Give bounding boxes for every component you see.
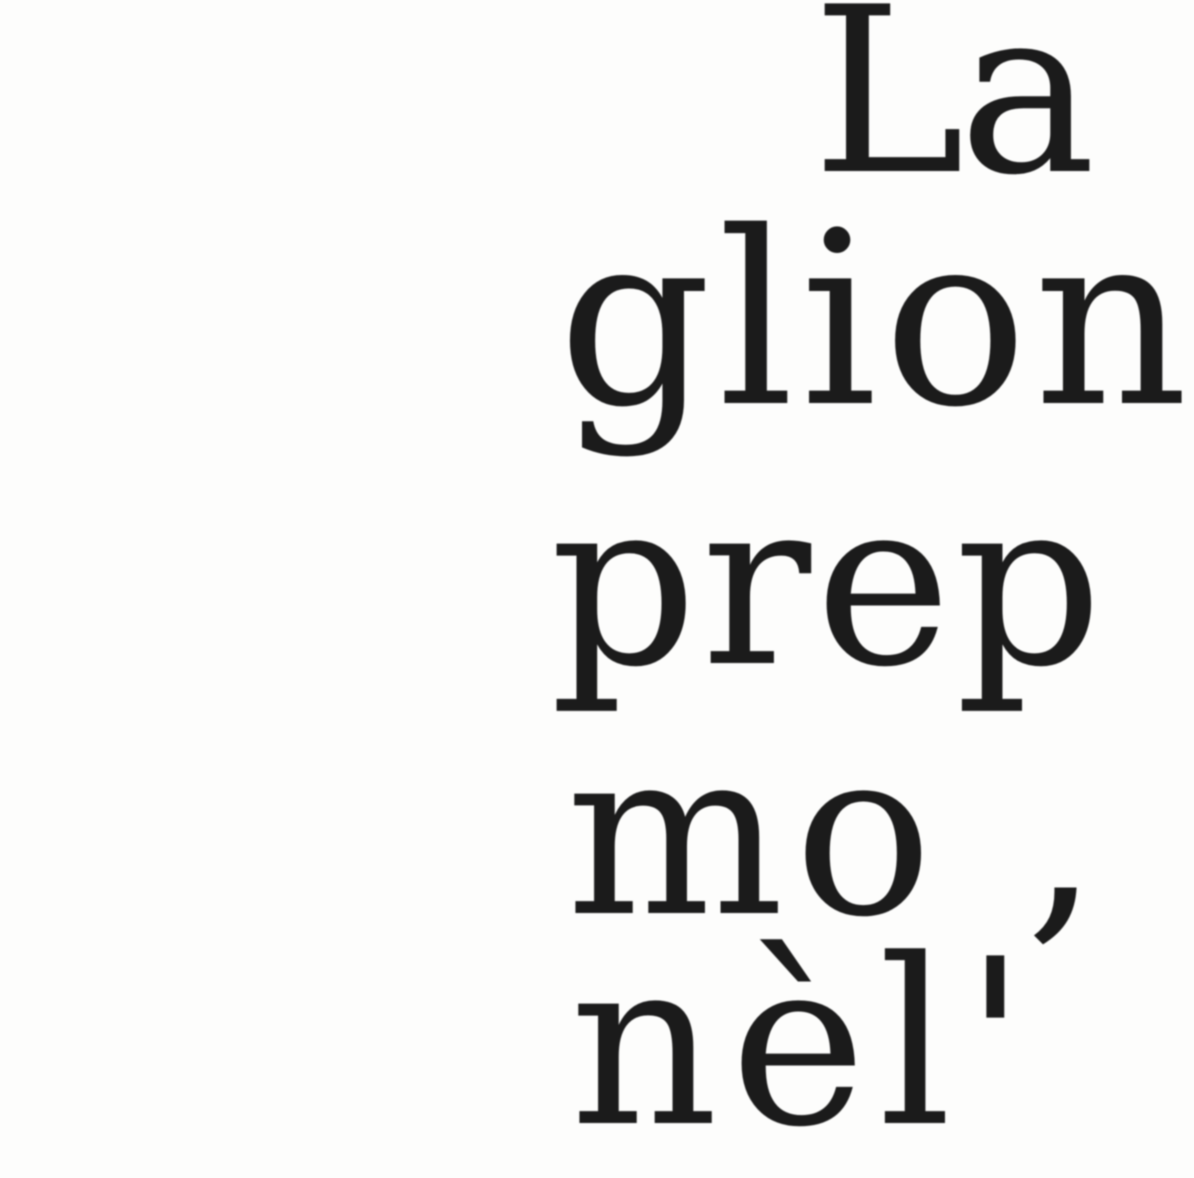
text-line-4: mo , [566, 701, 1109, 968]
text-line-2: glion [558, 180, 1194, 460]
text-column [550, 0, 1194, 1178]
text-line-5: nèl' [570, 911, 1040, 1178]
text-line-3: prep [550, 451, 1107, 718]
text-line-1: La [812, 0, 1090, 226]
